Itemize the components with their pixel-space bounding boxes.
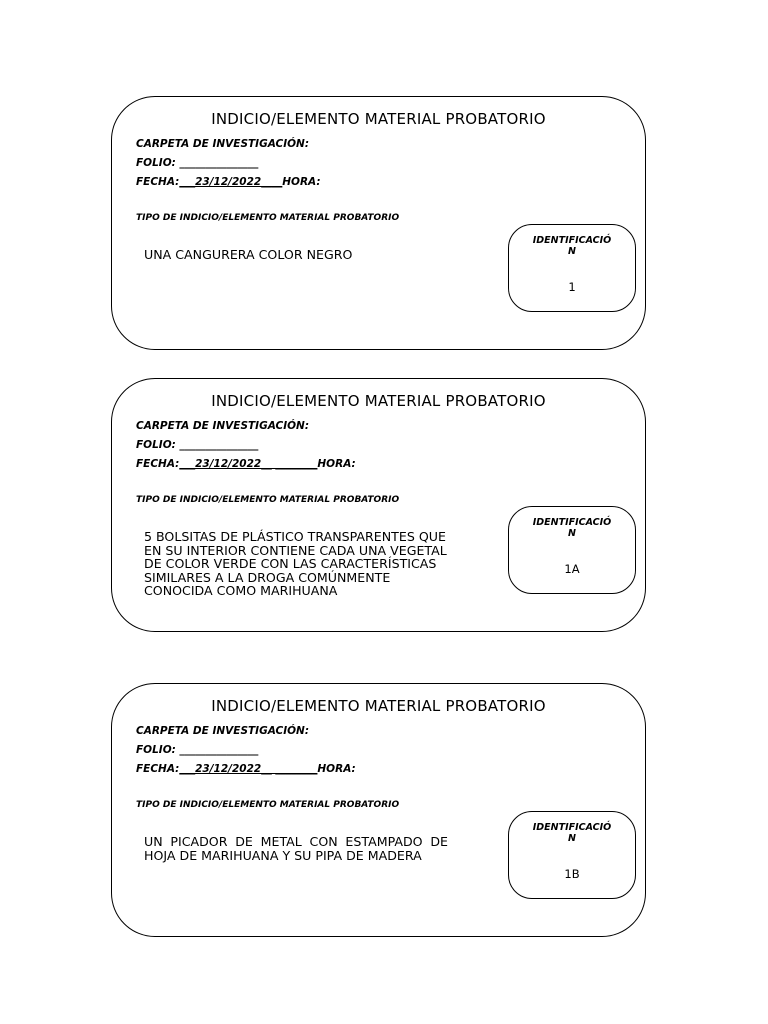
carpeta-label: CARPETA DE INVESTIGACIÓN: <box>136 725 310 737</box>
evidence-card-1 <box>111 96 646 350</box>
folio-value: _______________ <box>179 439 259 451</box>
identification-value: 1A <box>564 562 580 576</box>
fecha-line <box>136 763 356 775</box>
folio-line <box>136 744 258 756</box>
fecha-label: FECHA: <box>136 458 180 470</box>
identification-box <box>508 224 636 312</box>
fecha-value: ___23/12/2022__ ________ <box>179 458 318 470</box>
evidence-description: UNA CANGURERA COLOR NEGRO <box>144 247 353 262</box>
folio-line <box>136 439 258 451</box>
evidence-description: 5 BOLSITAS DE PLÁSTICO TRANSPARENTES QUE EN SU INTERIOR CONTIENE CADA UNA VEGETAL DE COLOR VERDE CON LAS CARACTERÍSTICAS SIMILARES A LA DROGA COMÚNMENTE CONOCIDA COMO MARIHUANA <box>144 529 447 599</box>
folio-value: _______________ <box>179 744 259 756</box>
folio-value: _______________ <box>179 157 259 169</box>
fecha-label: FECHA: <box>136 176 180 188</box>
fecha-label: FECHA: <box>136 763 180 775</box>
folio-label: FOLIO: <box>136 157 176 169</box>
identification-label: IDENTIFICACIÓ N <box>532 822 612 844</box>
hora-label: HORA: <box>282 176 321 188</box>
identification-box <box>508 811 636 899</box>
hora-label: HORA: <box>317 763 356 775</box>
evidence-description: UN PICADOR DE METAL CON ESTAMPADO DE HOJA DE MARIHUANA Y SU PIPA DE MADERA <box>144 834 448 863</box>
carpeta-label: CARPETA DE INVESTIGACIÓN: <box>136 420 310 432</box>
identification-value: 1 <box>568 280 576 294</box>
carpeta-label: CARPETA DE INVESTIGACIÓN: <box>136 138 310 150</box>
fecha-line <box>136 176 321 188</box>
folio-label: FOLIO: <box>136 439 176 451</box>
evidence-card-3 <box>111 683 646 937</box>
card-title: INDICIO/ELEMENTO MATERIAL PROBATORIO <box>211 110 546 128</box>
hora-label: HORA: <box>317 458 356 470</box>
card-title: INDICIO/ELEMENTO MATERIAL PROBATORIO <box>211 392 546 410</box>
fecha-value: ___23/12/2022__ ________ <box>179 763 318 775</box>
folio-label: FOLIO: <box>136 744 176 756</box>
tipo-label: TIPO DE INDICIO/ELEMENTO MATERIAL PROBATORIO <box>136 213 400 223</box>
folio-line <box>136 157 258 169</box>
tipo-label: TIPO DE INDICIO/ELEMENTO MATERIAL PROBATORIO <box>136 800 400 810</box>
card-title: INDICIO/ELEMENTO MATERIAL PROBATORIO <box>211 697 546 715</box>
fecha-line <box>136 458 356 470</box>
identification-label: IDENTIFICACIÓ N <box>532 517 612 539</box>
fecha-value: ___23/12/2022____ <box>179 176 283 188</box>
identification-label: IDENTIFICACIÓ N <box>532 235 612 257</box>
identification-box <box>508 506 636 594</box>
identification-value: 1B <box>564 867 580 881</box>
evidence-card-2 <box>111 378 646 632</box>
tipo-label: TIPO DE INDICIO/ELEMENTO MATERIAL PROBATORIO <box>136 495 400 505</box>
